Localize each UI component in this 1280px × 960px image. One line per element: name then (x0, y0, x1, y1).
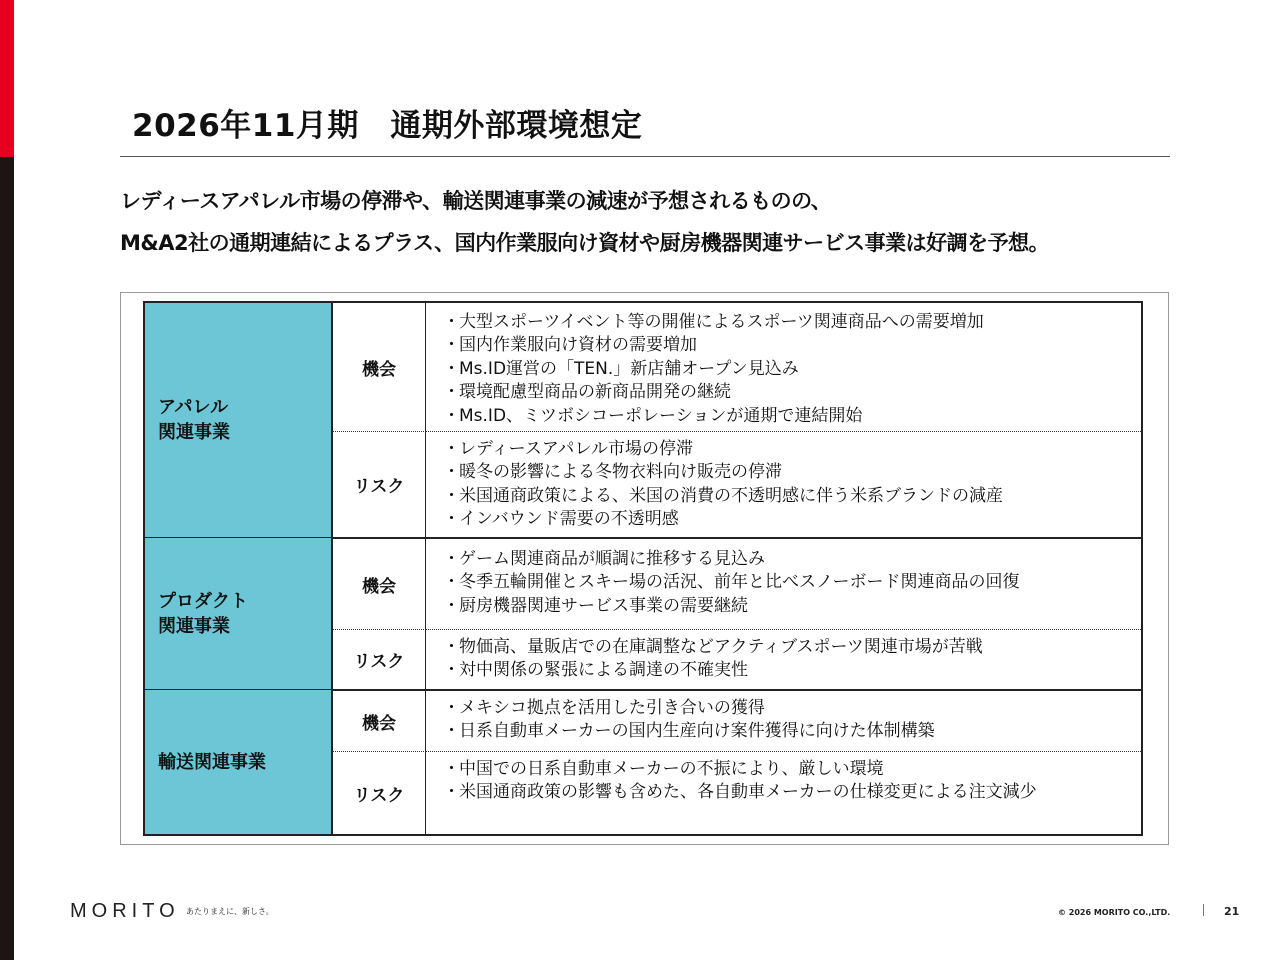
segment-product (143, 538, 333, 691)
summary-line-2: M&A2社の通期連結によるプラス、国内作業服向け資材や厨房機器関連サービス事業は好調を予想。 (120, 231, 1050, 255)
list-item: ・ ゲーム関連商品が順調に推移する見込み (443, 548, 1141, 571)
opportunity-label: 機会 (333, 301, 426, 432)
list-item: ・ Ms.ID、ミツボシコーポレーションが通期で連結開始 (443, 405, 1141, 428)
segment-name: 関連事業 (158, 615, 230, 637)
list-item: ・ 日系自動車メーカーの国内生産向け案件獲得に向けた体制構築 (443, 720, 1141, 743)
segment-name: プロダクト (158, 590, 248, 612)
summary-line-1: レディースアパレル市場の停滞や、輸送関連事業の減速が予想されるものの、 (120, 189, 832, 213)
list-item: ・ 物価高、量販店での在庫調整などアクティブスポーツ関連市場が苦戦 (443, 636, 1141, 659)
accent-bar-red (0, 0, 14, 157)
list-item: ・ Ms.ID運営の「TEN.」新店舗オープン見込み (443, 358, 1141, 381)
segment-name: 関連事業 (158, 422, 230, 443)
tagline: あたりまえに、新しさ。 (186, 907, 274, 916)
list-item: ・ メキシコ拠点を活用した引き合いの獲得 (443, 697, 1141, 720)
list-item: ・ 国内作業服向け資材の需要増加 (443, 334, 1141, 357)
list-item: ・ 暖冬の影響による冬物衣料向け販売の停滞 (443, 461, 1141, 484)
segment-name: アパレル (158, 397, 229, 418)
company-logo: MORITO (70, 900, 180, 922)
list-item: ・ 対中関係の緊張による調達の不確実性 (443, 659, 1141, 682)
list-item: ・ 大型スポーツイベント等の開催によるスポーツ関連商品への需要増加 (443, 311, 1141, 334)
footer-divider (1203, 904, 1204, 916)
opportunity-label: 機会 (333, 690, 426, 752)
page-number: 21 (1224, 905, 1240, 918)
opportunity-list (426, 538, 1143, 630)
opportunity-label: 機会 (333, 538, 426, 630)
risk-list (426, 751, 1143, 836)
segment-transport (143, 690, 333, 836)
list-item: ・ レディースアパレル市場の停滞 (443, 438, 1141, 461)
list-item: ・ 厨房機器関連サービス事業の需要継続 (443, 595, 1141, 618)
opportunity-list (426, 301, 1143, 432)
risk-list (426, 431, 1143, 539)
title-divider (120, 156, 1170, 157)
list-item: ・ 米国通商政策の影響も含めた、各自動車メーカーの仕様変更による注文減少 (443, 781, 1079, 804)
list-item: ・ インバウンド需要の不透明感 (443, 508, 1141, 531)
risk-list (426, 629, 1143, 691)
segment-apparel (143, 301, 333, 539)
list-item: ・ 冬季五輪開催とスキー場の活況、前年と比べスノーボード関連商品の回復 (443, 571, 1141, 594)
risk-label: リスク (333, 431, 426, 539)
page-title: 2026年11月期 通期外部環境想定 (132, 108, 643, 144)
accent-bar-dark (0, 157, 14, 960)
risk-label: リスク (333, 629, 426, 691)
copyright: © 2026 MORITO CO.,LTD. (1058, 908, 1171, 917)
risk-label: リスク (333, 751, 426, 836)
list-item: ・ 環境配慮型商品の新商品開発の継続 (443, 381, 1141, 404)
opportunity-list (426, 690, 1143, 752)
list-item: ・ 中国での日系自動車メーカーの不振により、厳しい環境 (443, 758, 1141, 781)
segment-name: 輸送関連事業 (158, 751, 266, 773)
list-item: ・ 米国通商政策による、米国の消費の不透明感に伴う米系ブランドの減産 (443, 485, 1141, 508)
